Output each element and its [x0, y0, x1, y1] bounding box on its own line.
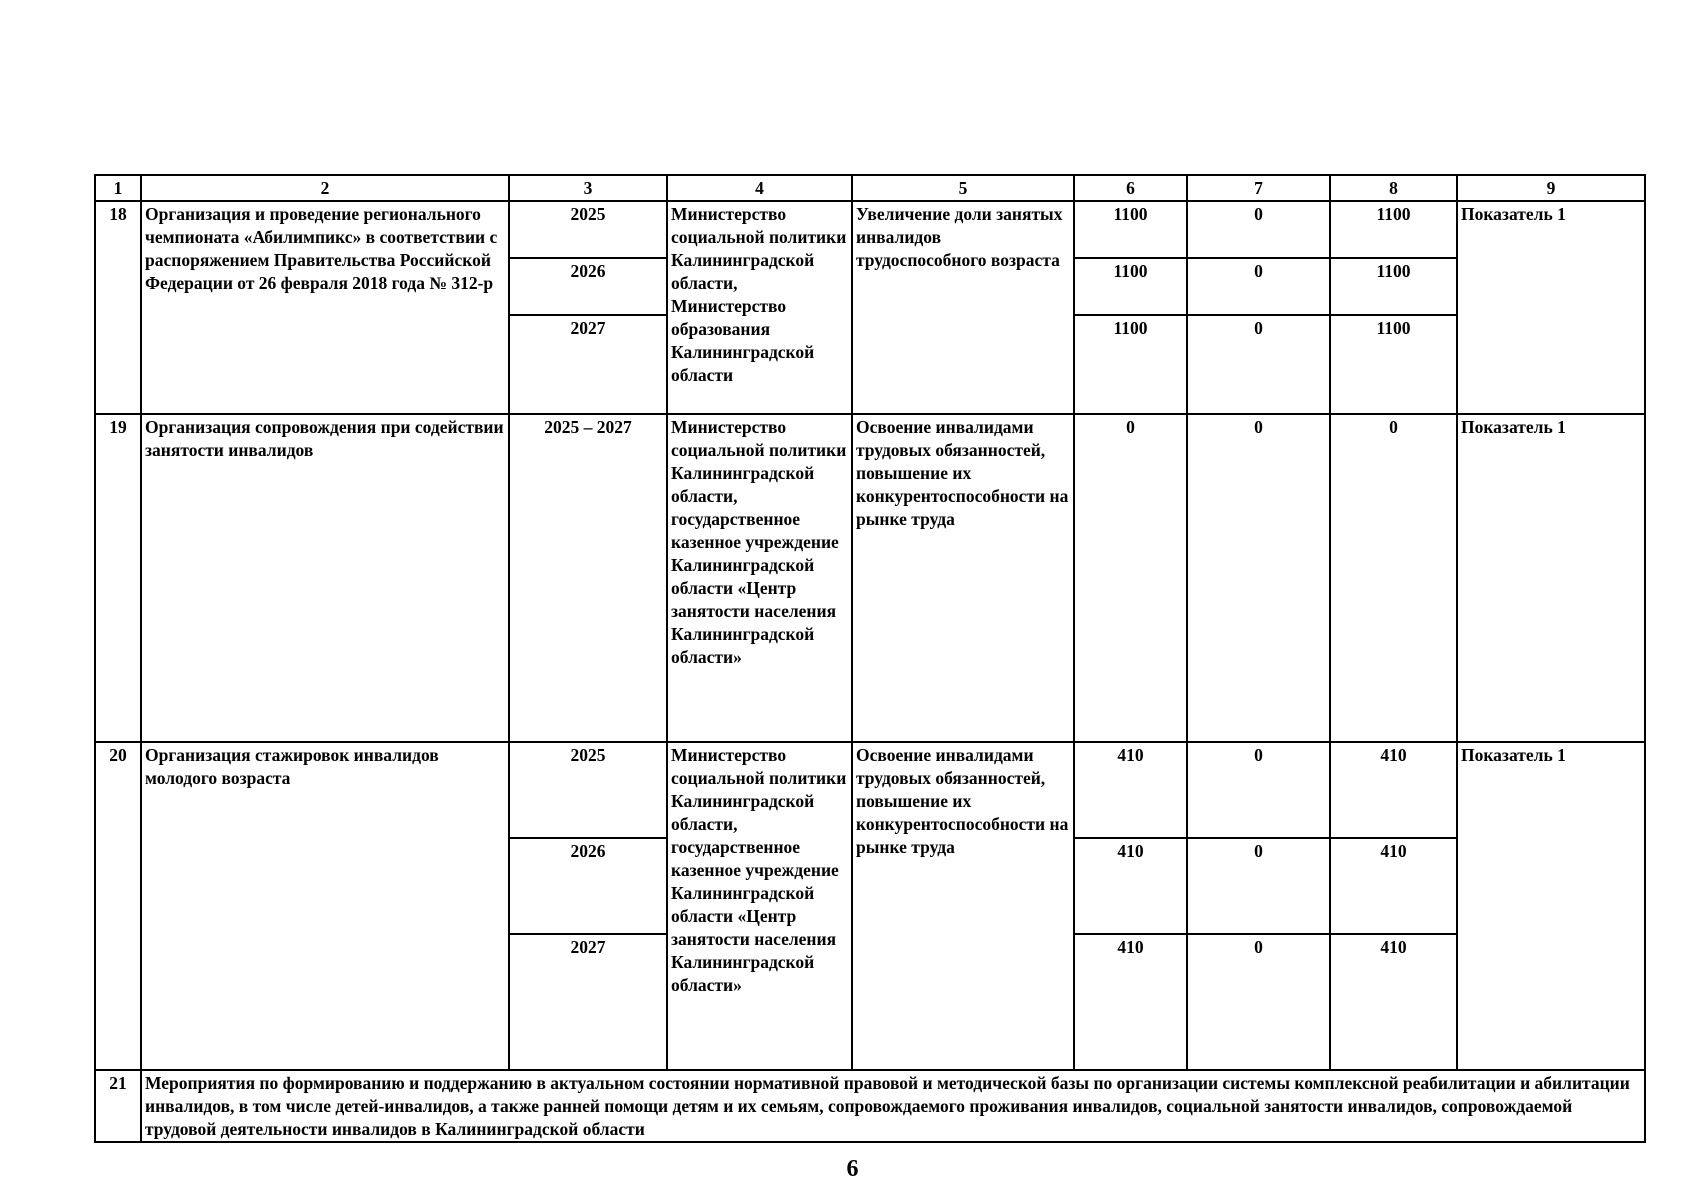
year-cell: 2025 [509, 201, 667, 258]
header-cell: 5 [852, 175, 1074, 201]
measure-name: Организация и проведение регионального чемпионата «Абилимпикс» в соответствии с распоряжением Правительства Российской Федерации от 26 февраля 2018 года № 312-р [141, 201, 509, 414]
value-col7: 0 [1187, 258, 1330, 315]
value-col6: 1100 [1074, 258, 1187, 315]
table-row-20 [95, 742, 1645, 838]
result-cell: Освоение инвалидами трудовых обязанностей, повышение их конкурентоспособности на рынке труда [852, 414, 1074, 742]
year-cell: 2025 – 2027 [509, 414, 667, 742]
value-col7: 0 [1187, 838, 1330, 934]
header-cell: 1 [95, 175, 141, 201]
header-row [95, 175, 1645, 201]
header-cell: 6 [1074, 175, 1187, 201]
table-row-21 [95, 1070, 1645, 1142]
row-number: 19 [95, 414, 141, 742]
value-col6: 1100 [1074, 315, 1187, 414]
section-heading: Мероприятия по формированию и поддержанию в актуальном состоянии нормативной правовой и методической базы по организации системы комплексной реабилитации и абилитации инвалидов, в том числе детей-инвалидов, а также ранней помощи детям и их семьям, сопровождаемого проживания инвалидов, социальной занятости инвалидов, сопровождаемой трудовой деятельности инвалидов в Калининградской области [141, 1070, 1645, 1142]
value-col7: 0 [1187, 414, 1330, 742]
table-row-19 [95, 414, 1645, 742]
value-col8: 410 [1330, 838, 1457, 934]
value-col8: 0 [1330, 414, 1457, 742]
value-col8: 1100 [1330, 315, 1457, 414]
measure-name: Организация стажировок инвалидов молодого возраста [141, 742, 509, 1070]
value-col6: 410 [1074, 742, 1187, 838]
indicator-cell: Показатель 1 [1457, 742, 1645, 1070]
row-number: 18 [95, 201, 141, 414]
value-col7: 0 [1187, 742, 1330, 838]
year-cell: 2026 [509, 258, 667, 315]
header-cell: 2 [141, 175, 509, 201]
row-number: 20 [95, 742, 141, 1070]
value-col7: 0 [1187, 315, 1330, 414]
header-cell: 8 [1330, 175, 1457, 201]
executor-cell: Министерство социальной политики Калининградской области, Министерство образования Калининградской области [667, 201, 852, 414]
result-cell: Увеличение доли занятых инвалидов трудоспособного возраста [852, 201, 1074, 414]
year-cell: 2027 [509, 934, 667, 1070]
header-cell: 9 [1457, 175, 1645, 201]
value-col8: 1100 [1330, 258, 1457, 315]
row-number: 21 [95, 1070, 141, 1142]
value-col6: 410 [1074, 838, 1187, 934]
measure-name: Организация сопровождения при содействии занятости инвалидов [141, 414, 509, 742]
table-row-18 [95, 201, 1645, 258]
value-col7: 0 [1187, 934, 1330, 1070]
header-cell: 7 [1187, 175, 1330, 201]
year-cell: 2026 [509, 838, 667, 934]
value-col8: 410 [1330, 742, 1457, 838]
value-col6: 0 [1074, 414, 1187, 742]
indicator-cell: Показатель 1 [1457, 201, 1645, 414]
executor-cell: Министерство социальной политики Калининградской области, государственное казенное учреждение Калининградской области «Центр занятости населения Калининградской области» [667, 414, 852, 742]
header-cell: 3 [509, 175, 667, 201]
page-number: 6 [846, 1156, 859, 1182]
measures-table [94, 174, 1646, 1143]
value-col8: 410 [1330, 934, 1457, 1070]
indicator-cell: Показатель 1 [1457, 414, 1645, 742]
header-cell: 4 [667, 175, 852, 201]
value-col6: 410 [1074, 934, 1187, 1070]
value-col6: 1100 [1074, 201, 1187, 258]
year-cell: 2025 [509, 742, 667, 838]
value-col8: 1100 [1330, 201, 1457, 258]
executor-cell: Министерство социальной политики Калининградской области, государственное казенное учреждение Калининградской области «Центр занятости населения Калининградской области» [667, 742, 852, 1070]
result-cell: Освоение инвалидами трудовых обязанностей, повышение их конкурентоспособности на рынке труда [852, 742, 1074, 1070]
value-col7: 0 [1187, 201, 1330, 258]
year-cell: 2027 [509, 315, 667, 414]
